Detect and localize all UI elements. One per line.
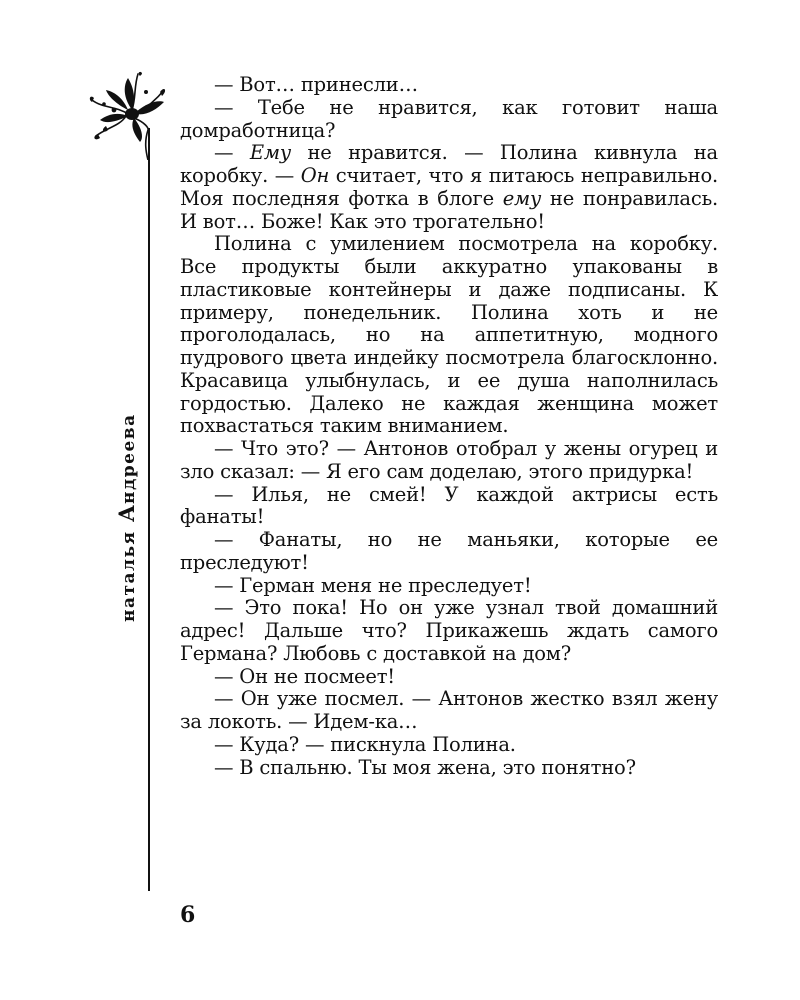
- author-last-name-initial: А: [114, 503, 139, 523]
- paragraph-text: — Куда? — пискнула Полина.: [214, 732, 516, 756]
- body-text: [180, 74, 718, 779]
- paragraph: [180, 666, 718, 689]
- paragraph: [180, 233, 718, 438]
- paragraph-text: — Он уже посмел. — Антонов жестко взял жену за локоть. — Идем-ка…: [180, 687, 718, 733]
- paragraph: [180, 575, 718, 598]
- flower-ornament-icon: [86, 70, 166, 160]
- paragraph-text: Полина с умилением посмотрела на коробку. Все продукты были аккуратно упакованы в пластиковые контейнеры и даже подписаны. К примеру, понедельник. Полина хоть и не проголодалась, но на аппетитную, модного пудрового цвета индейку посмотрела благосклонно. Красавица улыбнулась, и ее душа наполнилась гордостью. Далеко не каждая женщина может похвастаться таким вниманием.: [180, 232, 718, 438]
- paragraph: [180, 688, 718, 734]
- paragraph: [180, 74, 718, 97]
- author-last-name-rest: ндреева: [119, 413, 139, 504]
- emphasis-text: ему: [502, 186, 542, 210]
- paragraph: [180, 484, 718, 530]
- paragraph-text: — Фанаты, но не маньяки, которые ее преследуют!: [180, 528, 718, 574]
- paragraph-text: — В спальню. Ты моя жена, это понятно?: [214, 755, 636, 779]
- paragraph: [180, 734, 718, 757]
- paragraph: [180, 757, 718, 780]
- running-head-author: [116, 413, 138, 622]
- paragraph: [180, 597, 718, 665]
- paragraph-text: — Илья, не смей! У каждой актрисы есть фанаты!: [180, 482, 718, 529]
- emphasis-text: Ему: [249, 141, 291, 165]
- paragraph-text: —: [214, 141, 250, 165]
- author-first-name: наталья: [119, 530, 139, 622]
- paragraph-text: — Что это? — Антонов отобрал у жены огурец и зло сказал: — Я его сам доделаю, этого придурка!: [180, 437, 718, 483]
- paragraph: [180, 438, 718, 484]
- margin-rule: [148, 128, 150, 891]
- paragraph-text: — Герман меня не преследует!: [214, 573, 532, 597]
- page-number: 6: [180, 902, 196, 928]
- paragraph-text: — Вот… принесли…: [214, 73, 418, 96]
- paragraph-text: не понравилась. И вот… Боже! Как это трогательно!: [180, 186, 718, 233]
- paragraph-text: — Он не посмеет!: [214, 664, 395, 688]
- paragraph: [180, 97, 718, 143]
- paragraph: [180, 529, 718, 575]
- emphasis-text: Он: [300, 164, 330, 187]
- paragraph-text: не нравится. — Полина кивнула на коробку. —: [180, 141, 718, 187]
- paragraph-text: — Это пока! Но он уже узнал твой домашний адрес! Дальше что? Прикажешь ждать самого Германа? Любовь с доставкой на дом?: [180, 596, 718, 665]
- paragraph-text: — Тебе не нравится, как готовит наша домработница?: [180, 95, 718, 142]
- paragraph-text: считает, что я питаюсь неправильно. Моя последняя фотка в блоге: [180, 164, 718, 210]
- paragraph: [180, 142, 718, 233]
